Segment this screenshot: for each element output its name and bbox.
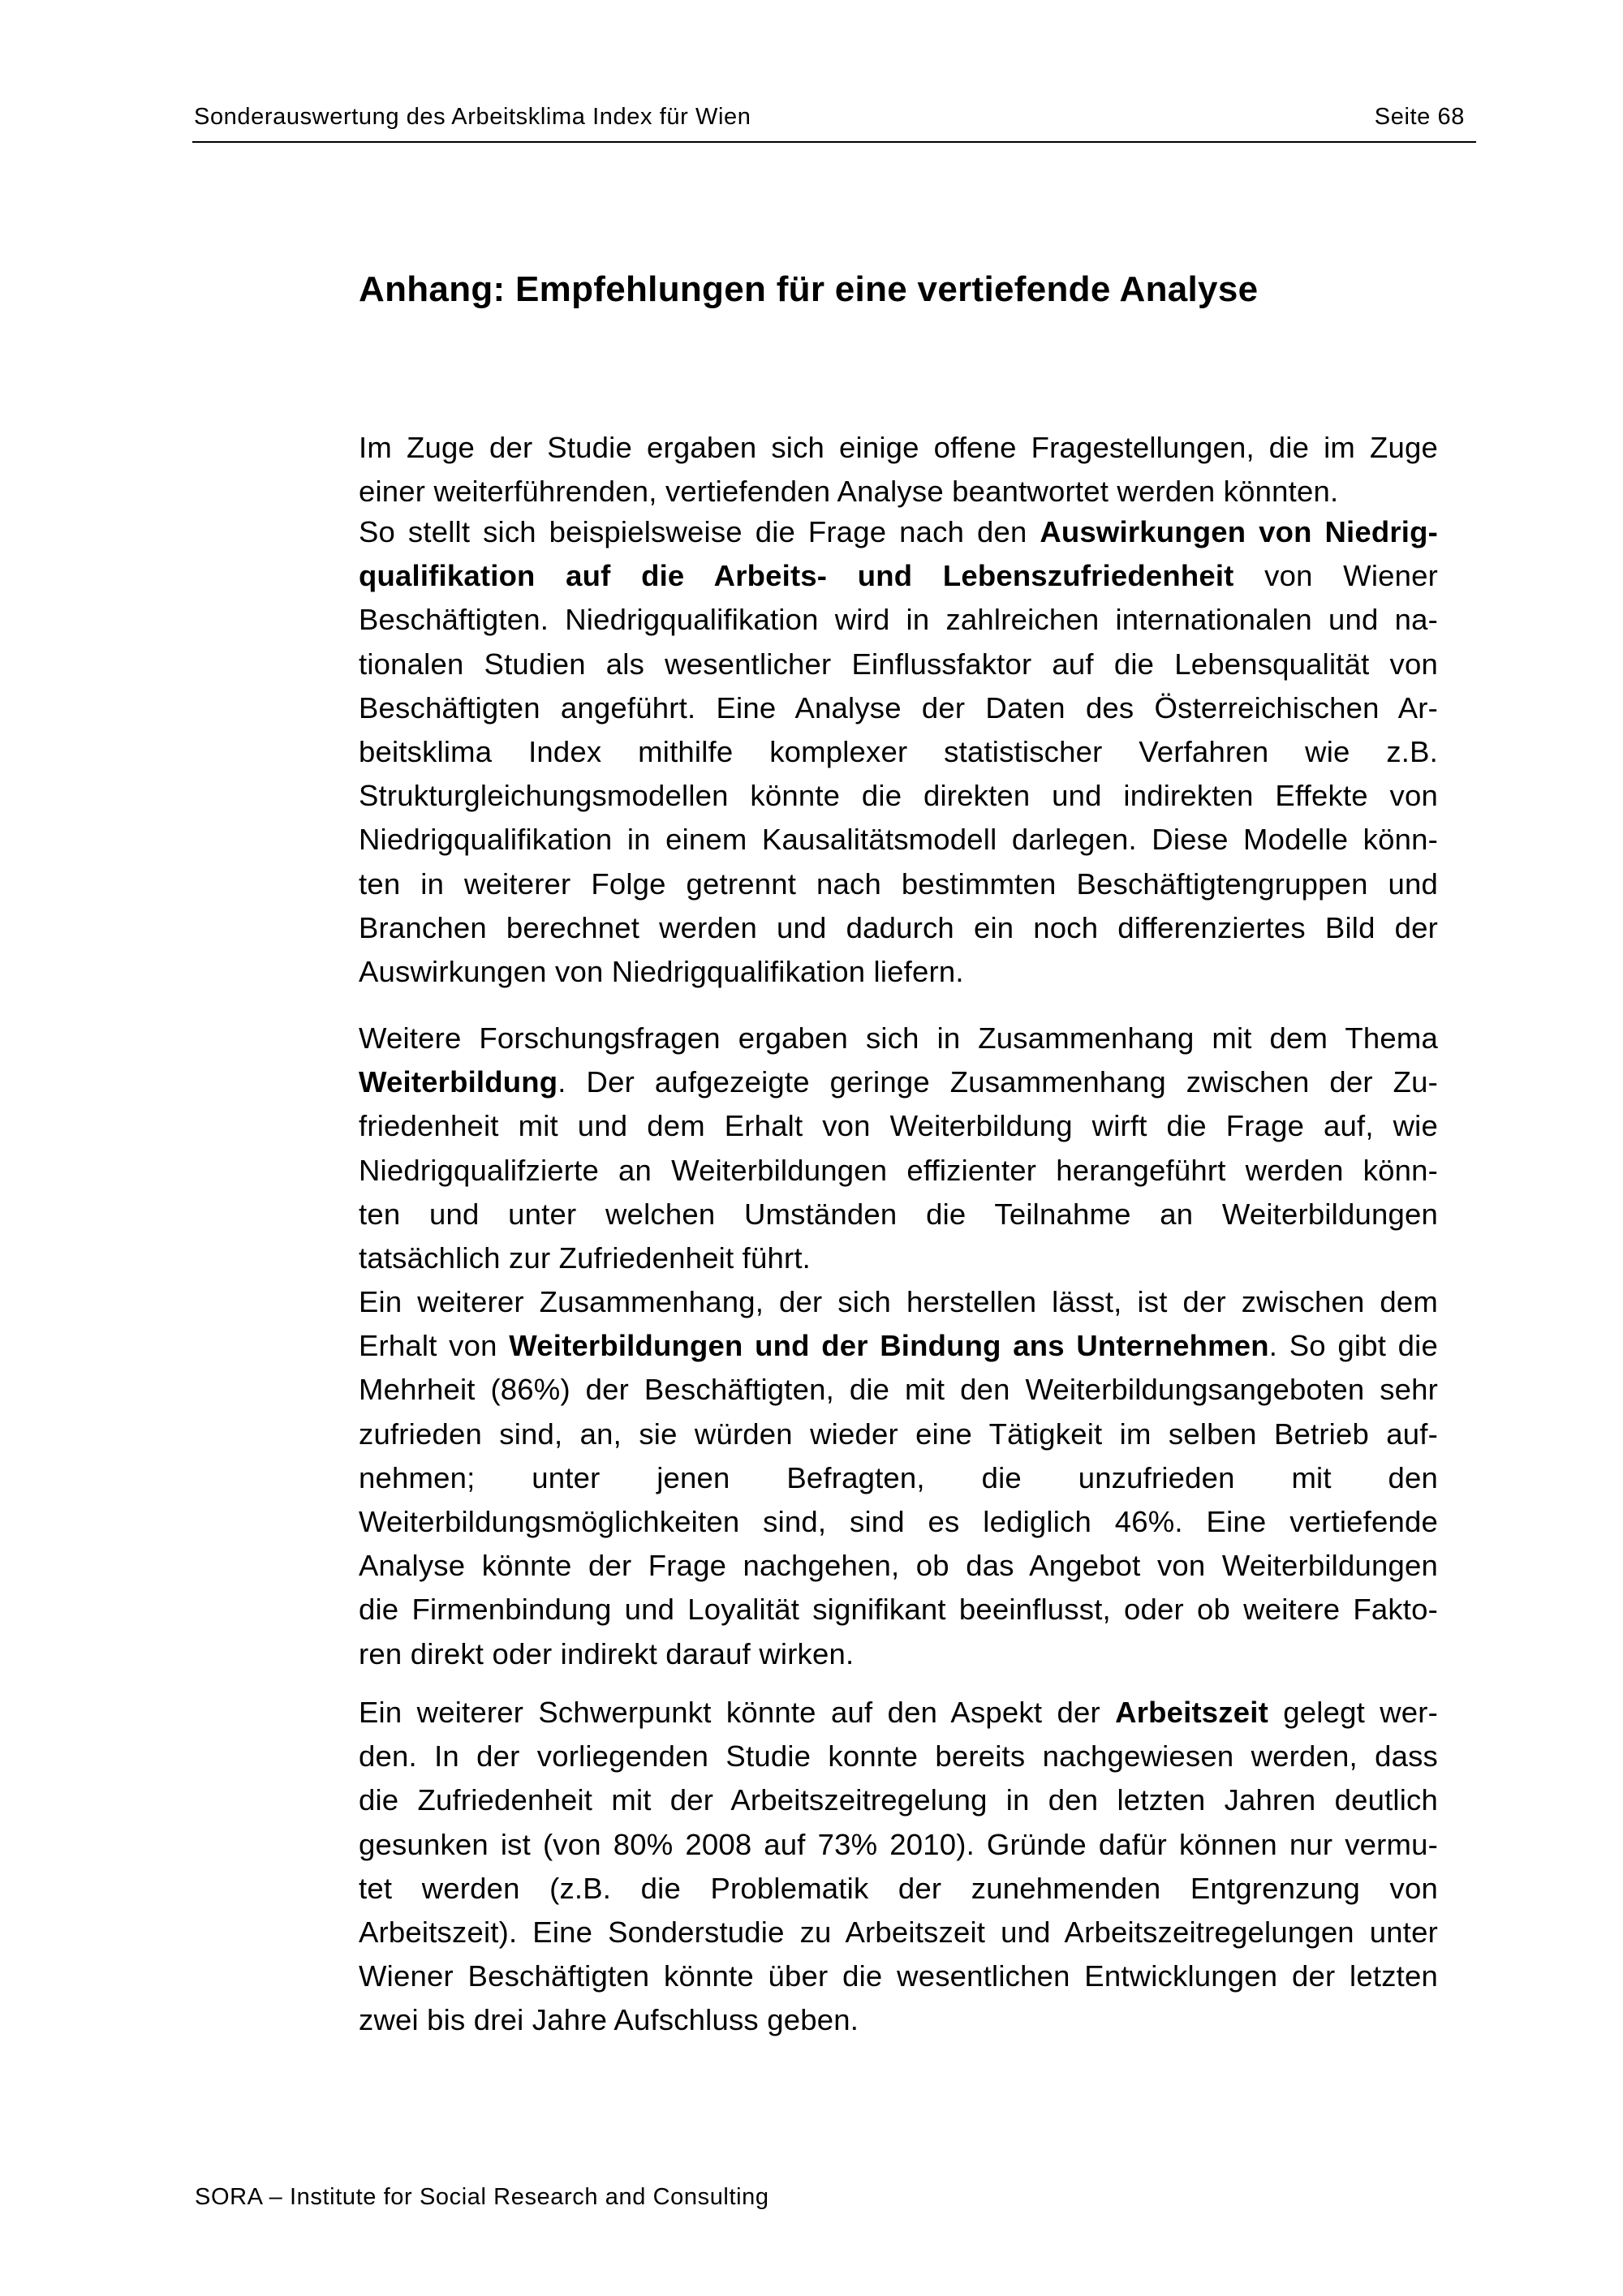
text-line bbox=[359, 730, 1438, 774]
body-text: Ein weiterer Schwerpunkt könnte auf den Aspekt der bbox=[359, 1696, 1116, 1729]
header-title: Sonderauswertung des Arbeitsklima Index für Wien bbox=[194, 104, 751, 130]
text-line bbox=[359, 950, 1438, 994]
section-title: Anhang: Empfehlungen für eine vertiefende Analyse bbox=[359, 269, 1259, 309]
text-line bbox=[359, 510, 1438, 554]
text-line bbox=[359, 1368, 1438, 1412]
text-line bbox=[359, 1954, 1438, 1998]
body-text: Ein weiterer Zusammenhang, der sich herstellen lässt, ist der zwischen dem bbox=[359, 1285, 1438, 1318]
text-line bbox=[359, 1998, 1438, 2042]
paragraph-arbeitszeit bbox=[359, 1691, 1438, 2043]
body-text: Branchen berechnet werden und dadurch ein noch differenziertes Bild der bbox=[359, 910, 1438, 944]
body-text: Beschäftigten angeführt. Eine Analyse der Daten des Österreichischen Ar- bbox=[359, 690, 1438, 724]
body-text: beitsklima Index mithilfe komplexer statistischer Verfahren wie z.B. bbox=[359, 734, 1438, 768]
text-line bbox=[359, 1280, 1438, 1324]
text-line bbox=[359, 1193, 1438, 1236]
text-line bbox=[359, 1149, 1438, 1193]
body-text: ten in weiterer Folge getrennt nach bestimmten Beschäftigtengruppen und bbox=[359, 866, 1438, 901]
body-text: Im Zuge der Studie ergaben sich einige offene Fragestellungen, die im Zuge bbox=[359, 431, 1438, 464]
text-line bbox=[359, 1735, 1438, 1778]
text-line bbox=[359, 1867, 1438, 1911]
body-text: von Wiener bbox=[1233, 559, 1438, 593]
body-text: tionalen Studien als wesentlicher Einflussfaktor auf die Lebensqualität von bbox=[359, 647, 1438, 681]
body-text: Strukturgleichungsmodellen könnte die direkten und indirekten Effekte von bbox=[359, 779, 1438, 813]
text-line bbox=[359, 862, 1438, 906]
body-text: . Der aufgezeigte geringe Zusammenhang zwischen der Zu- bbox=[558, 1065, 1438, 1099]
emphasis-text: Arbeitszeit bbox=[1115, 1696, 1268, 1729]
text-line bbox=[359, 1823, 1438, 1867]
emphasis-text: Auswirkungen von Niedrig- bbox=[1040, 515, 1438, 548]
paragraph-intro bbox=[359, 426, 1438, 514]
text-line bbox=[359, 470, 1438, 514]
text-line bbox=[359, 1017, 1438, 1060]
body-text: ten und unter welchen Umständen die Teilnahme an Weiterbildungen bbox=[359, 1197, 1438, 1231]
text-line bbox=[359, 1236, 1438, 1280]
emphasis-text: qualifikation auf die Arbeits- und Lebenszufriedenheit bbox=[359, 559, 1234, 593]
body-text: Beschäftigten. Niedrigqualifikation wird in zahlreichen internationalen und na- bbox=[359, 603, 1438, 637]
text-line bbox=[359, 1911, 1438, 1954]
body-text: gelegt wer- bbox=[1268, 1696, 1438, 1729]
page-footer: SORA – Institute for Social Research and Consulting bbox=[195, 2184, 769, 2210]
text-line bbox=[359, 1544, 1438, 1588]
text-line bbox=[359, 598, 1438, 642]
emphasis-text: Weiterbildung bbox=[359, 1065, 558, 1099]
body-text: nehmen; unter jenen Befragten, die unzufrieden mit den bbox=[359, 1460, 1438, 1494]
body-text: friedenheit mit und dem Erhalt von Weiterbildung wirft die Frage auf, wie bbox=[359, 1109, 1438, 1143]
text-line bbox=[359, 818, 1438, 862]
body-text: . So gibt die bbox=[1268, 1329, 1438, 1363]
text-line bbox=[359, 1412, 1438, 1456]
page-number: Seite 68 bbox=[1374, 104, 1465, 130]
body-text: Analyse könnte der Frage nachgehen, ob das Angebot von Weiterbildungen bbox=[359, 1549, 1438, 1583]
body-text: die Firmenbindung und Loyalität signifikant beeinflusst, oder ob weitere Fakto- bbox=[359, 1593, 1438, 1627]
text-line bbox=[359, 1632, 1438, 1676]
text-line bbox=[359, 426, 1438, 470]
body-text: Erhalt von bbox=[359, 1329, 510, 1363]
text-line bbox=[359, 1456, 1438, 1500]
body-text: gesunken ist (von 80% 2008 auf 73% 2010). Gründe dafür können nur vermu- bbox=[359, 1827, 1438, 1861]
text-line bbox=[359, 1588, 1438, 1632]
body-text: einer weiterführenden, vertiefenden Analyse beantwortet werden könnten. bbox=[359, 475, 1339, 509]
text-line bbox=[359, 1691, 1438, 1735]
text-line bbox=[359, 554, 1438, 598]
text-line bbox=[359, 1324, 1438, 1368]
text-line bbox=[359, 1060, 1438, 1104]
text-line bbox=[359, 906, 1438, 950]
body-text: zufrieden sind, an, sie würden wieder eine Tätigkeit im selben Betrieb auf- bbox=[359, 1417, 1438, 1451]
body-text: Niedrigqualifzierte an Weiterbildungen effizienter herangeführt werden könn- bbox=[359, 1153, 1438, 1187]
emphasis-text: Weiterbildungen und der Bindung ans Unternehmen bbox=[509, 1329, 1269, 1363]
body-text: Wiener Beschäftigten könnte über die wesentlichen Entwicklungen der letzten bbox=[359, 1959, 1438, 1993]
page-header bbox=[192, 104, 1476, 143]
body-text: So stellt sich beispielsweise die Frage nach den bbox=[359, 515, 1040, 548]
body-text: Mehrheit (86%) der Beschäftigten, die mit den Weiterbildungsangeboten sehr bbox=[359, 1373, 1438, 1407]
body-text: den. In der vorliegenden Studie konnte bereits nachgewiesen werden, dass bbox=[359, 1739, 1438, 1774]
text-line bbox=[359, 686, 1438, 730]
text-line bbox=[359, 1778, 1438, 1822]
body-text: Niedrigqualifikation in einem Kausalitätsmodell darlegen. Diese Modelle könn- bbox=[359, 823, 1438, 857]
body-text: tet werden (z.B. die Problematik der zunehmenden Entgrenzung von bbox=[359, 1871, 1438, 1905]
body-text: Auswirkungen von Niedrigqualifikation liefern. bbox=[359, 954, 964, 988]
body-text: Weiterbildungsmöglichkeiten sind, sind es lediglich 46%. Eine vertiefende bbox=[359, 1504, 1438, 1538]
body-text: ren direkt oder indirekt darauf wirken. bbox=[359, 1636, 855, 1670]
text-line bbox=[359, 774, 1438, 818]
paragraph-weiterbildung bbox=[359, 1017, 1438, 1280]
body-text: Weitere Forschungsfragen ergaben sich in Zusammenhang mit dem Thema bbox=[359, 1021, 1438, 1055]
body-text: Arbeitszeit). Eine Sonderstudie zu Arbeitszeit und Arbeitszeitregelungen unter bbox=[359, 1915, 1438, 1949]
paragraph-niedrigqualifikation bbox=[359, 510, 1438, 994]
body-text: die Zufriedenheit mit der Arbeitszeitregelung in den letzten Jahren deutlich bbox=[359, 1783, 1438, 1817]
text-line bbox=[359, 1104, 1438, 1148]
body-text: zwei bis drei Jahre Aufschluss geben. bbox=[359, 2003, 859, 2037]
paragraph-unternehmensbindung bbox=[359, 1280, 1438, 1676]
text-line bbox=[359, 1500, 1438, 1544]
text-line bbox=[359, 643, 1438, 686]
body-text: tatsächlich zur Zufriedenheit führt. bbox=[359, 1240, 811, 1275]
